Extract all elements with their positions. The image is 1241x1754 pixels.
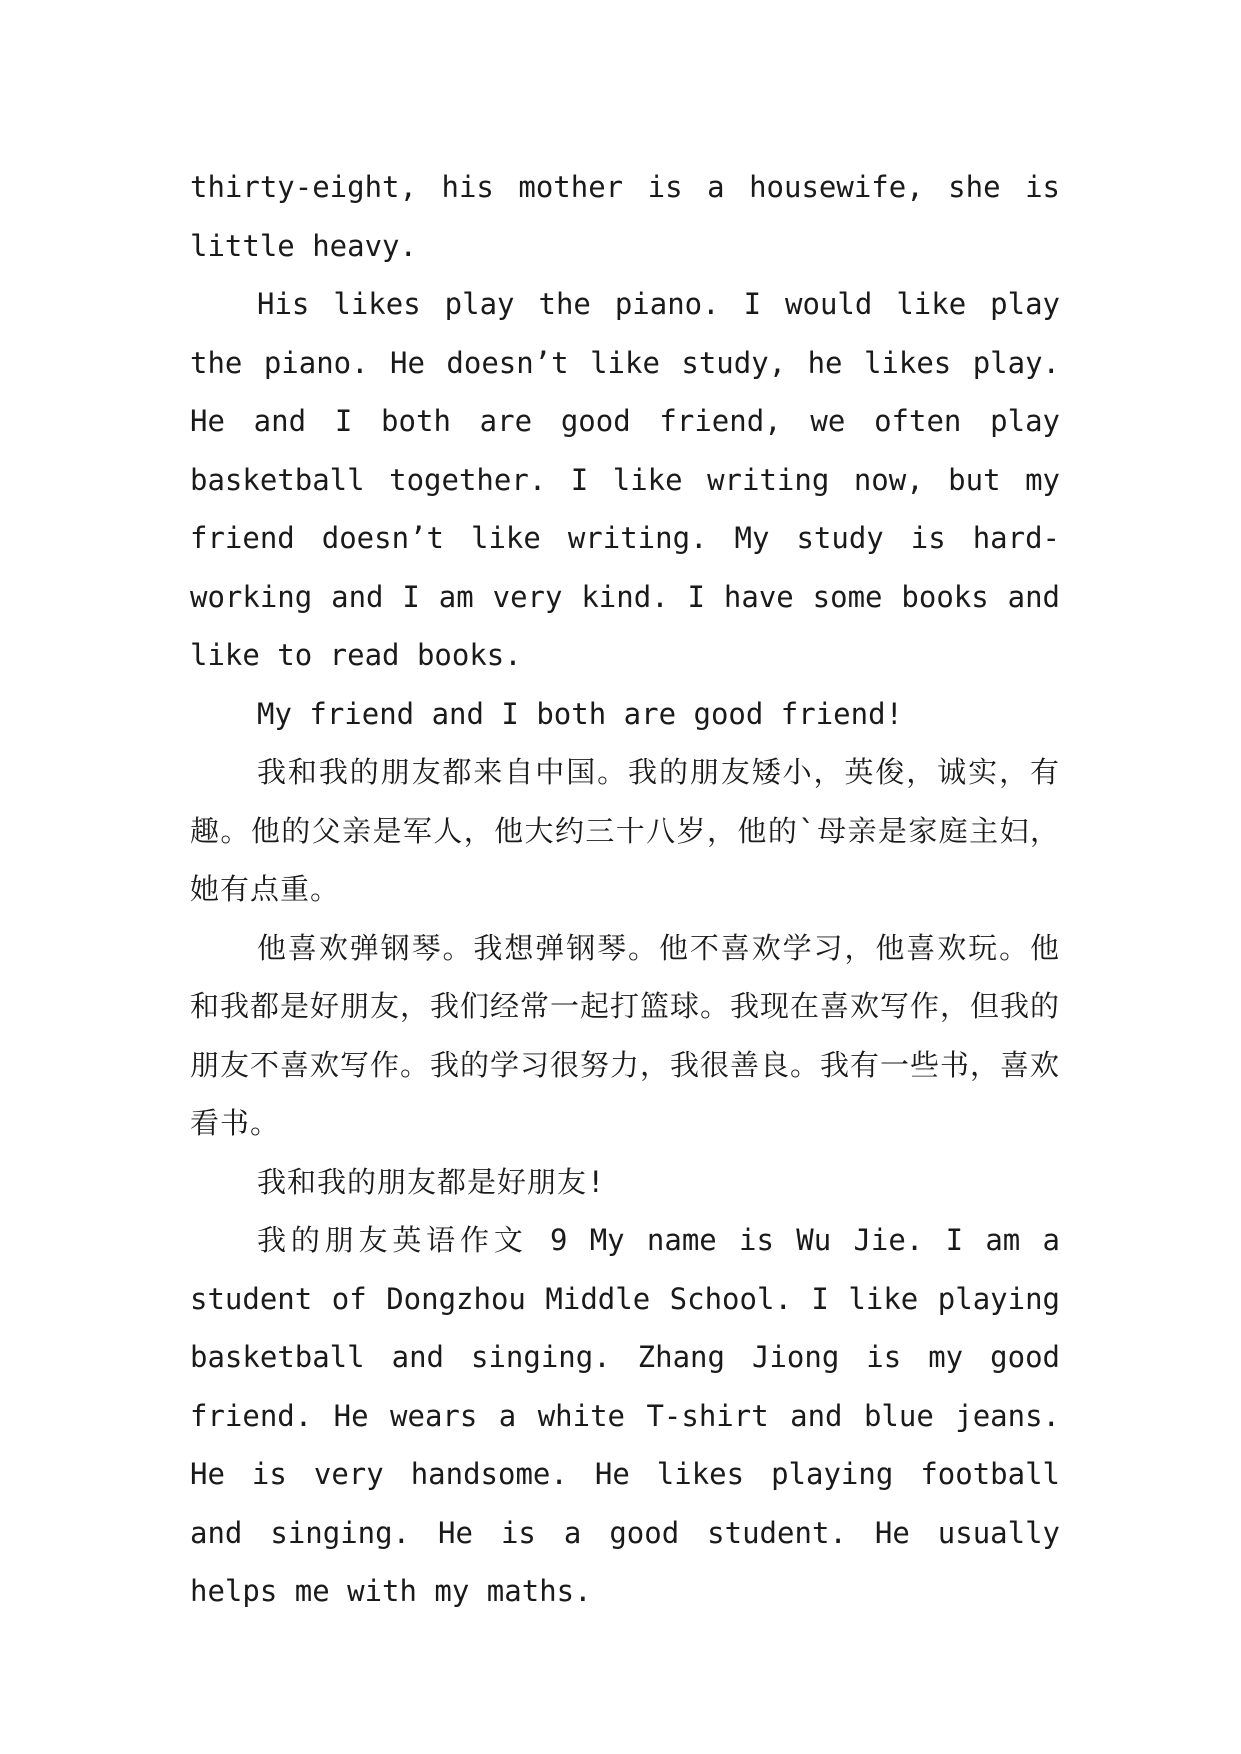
paragraph-continuation: thirty-eight, his mother is a housewife, she is little heavy. (190, 170, 1060, 263)
paragraph-friend-intro-chinese: 我和我的朋友都来自中国。我的朋友矮小，英俊，诚实，有趣。他的父亲是军人，他大约三十八岁，他的`母亲是家庭主妇，她有点重。 (190, 755, 1060, 906)
paragraph-essay-9: 我的朋友英语作文 9 My name is Wu Jie. I am a student of Dongzhou Middle School. I like playing basketball and singing. Zhang Jiong is my good friend. He wears a white T-shirt and blue jeans. He is very handsome. He likes playing football and singing. He is a good student. He usually helps me with my maths. (190, 1223, 1060, 1608)
paragraph-good-friends-english: My friend and I both are good friend! (257, 696, 904, 731)
document-body (190, 158, 1060, 1621)
paragraph-friend-hobbies-chinese: 他喜欢弹钢琴。我想弹钢琴。他不喜欢学习，他喜欢玩。他和我都是好朋友，我们经常一起打篮球。我现在喜欢写作，但我的朋友不喜欢写作。我的学习很努力，我很善良。我有一些书，喜欢看书。 (190, 930, 1061, 1140)
paragraph-friend-hobbies-english: His likes play the piano. I would like play the piano. He doesn’t like study, he likes play. He and I both are good friend, we often play basketball together. I like writing now, but my friend doesn’t like writing. My study is hard-working and I am very kind. I have some books and like to read books. (190, 287, 1060, 672)
paragraph-good-friends-chinese: 我和我的朋友都是好朋友! (257, 1164, 606, 1199)
